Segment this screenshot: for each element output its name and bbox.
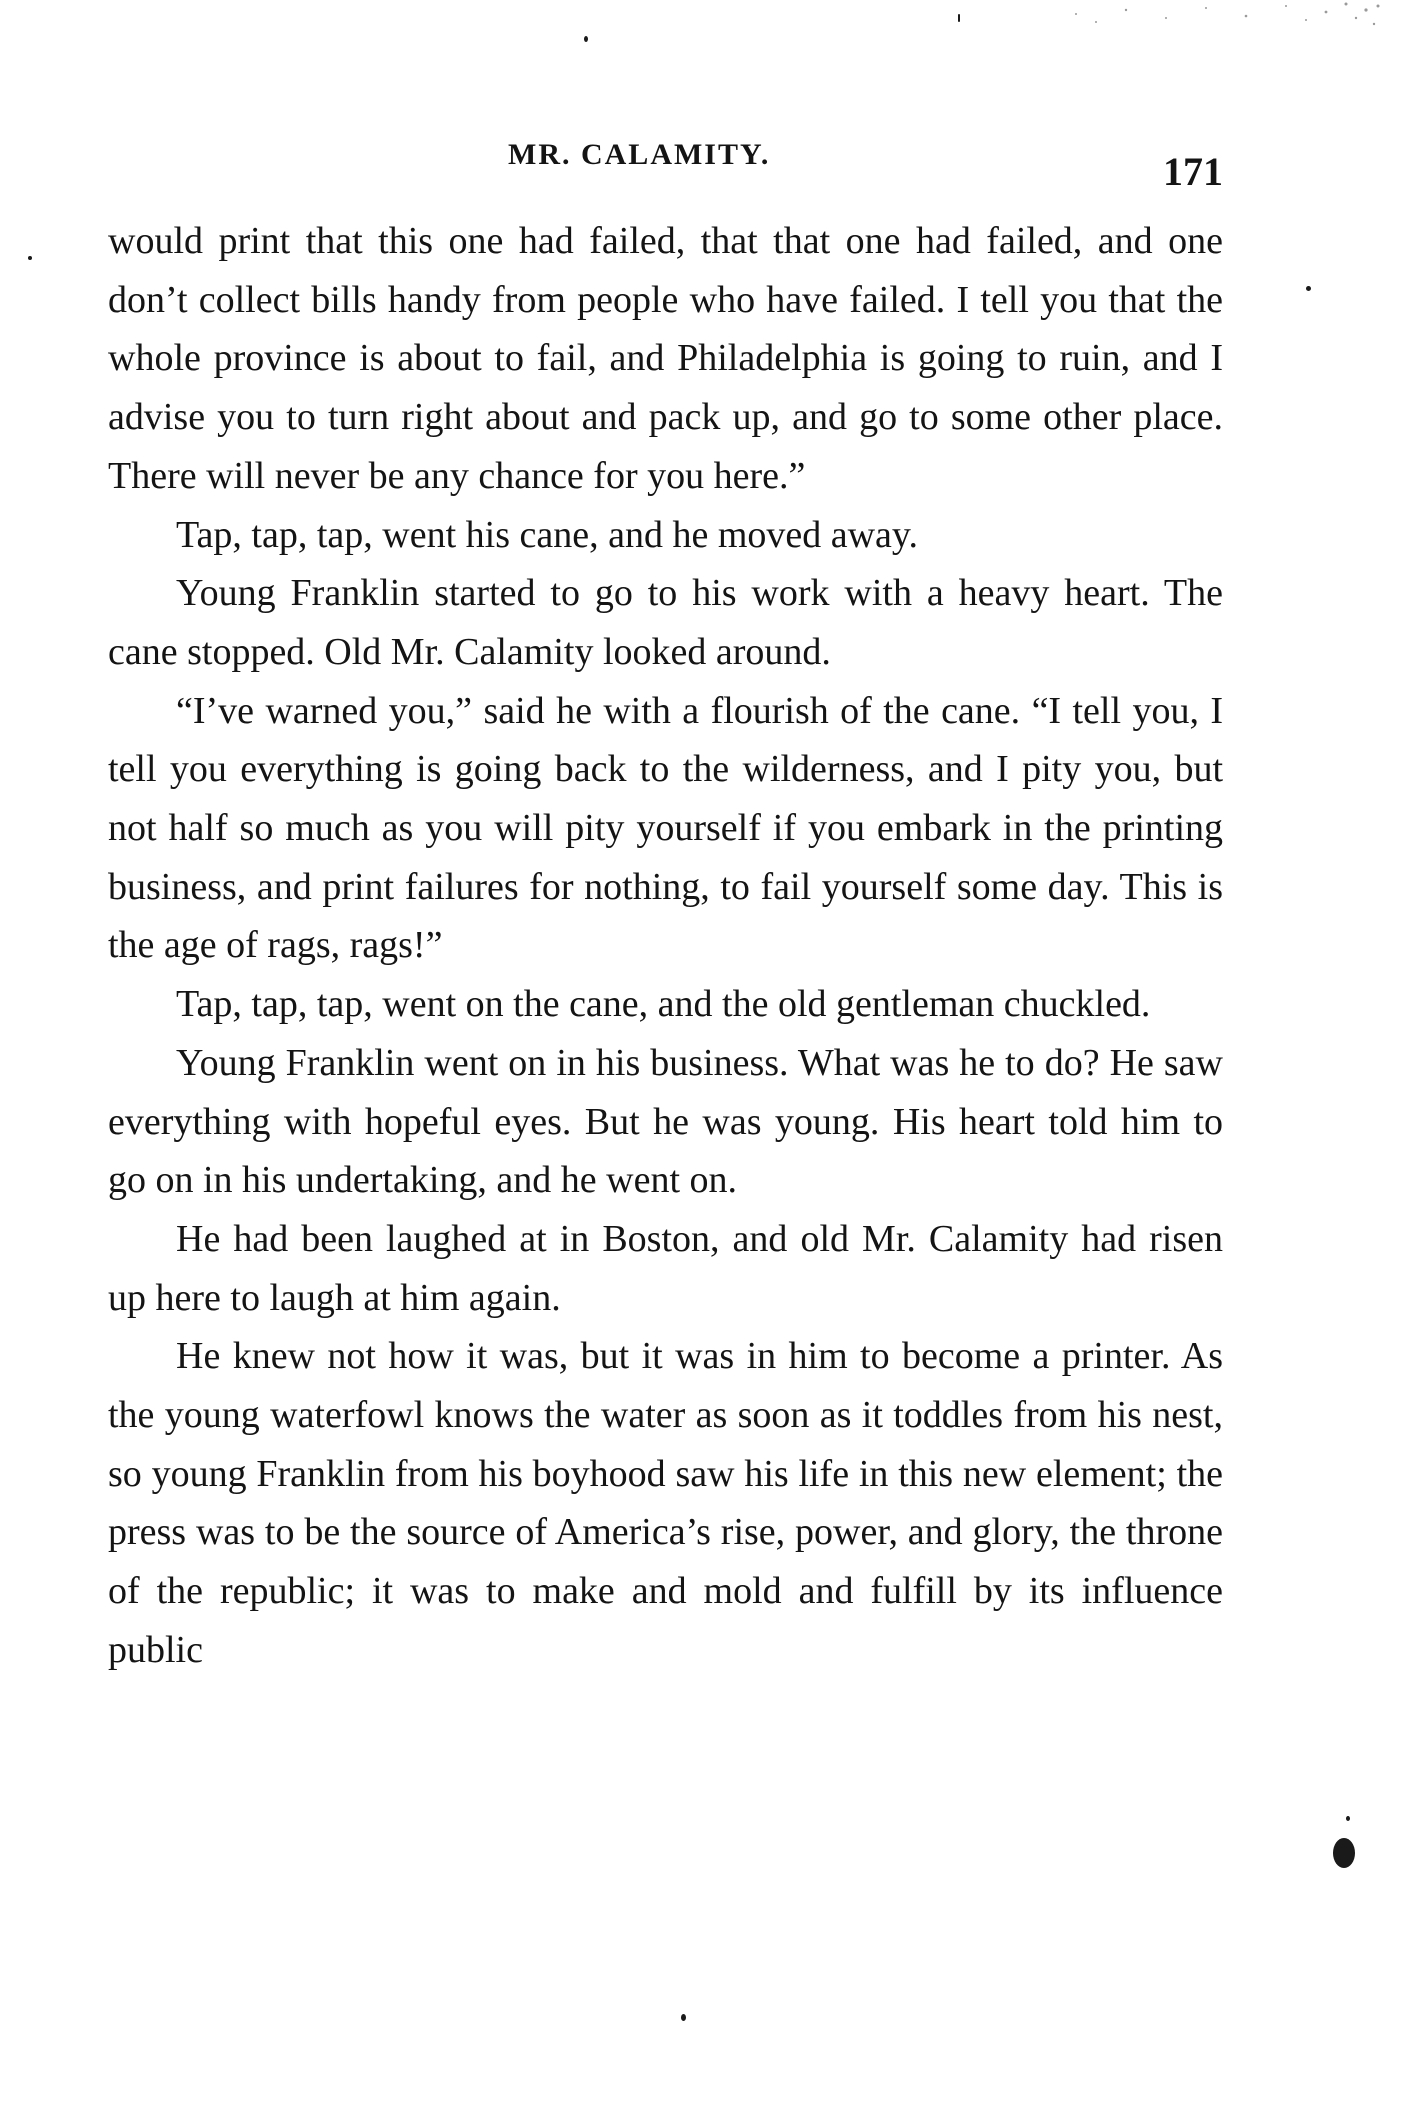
ink-speck [1346, 1816, 1350, 1821]
paragraph: Young Franklin went on in his business. What was he to do? He saw everything with hopeful eyes. But he was young. His heart told him to go on in his undertaking, and he went on. [108, 1041, 1223, 1202]
ink-speck [958, 14, 960, 22]
body-text [108, 212, 1223, 1680]
paragraph: Tap, tap, tap, went on the cane, and the old gentleman chuckled. [176, 983, 1151, 1026]
ink-speck [28, 256, 32, 260]
paragraph: Young Franklin started to go to his work with a heavy heart. The cane stopped. Old Mr. Calamity looked around. [108, 572, 1223, 673]
ink-blot [1333, 1838, 1355, 1868]
ink-speck [1306, 286, 1311, 291]
ink-speck [681, 2014, 686, 2021]
running-title: MR. CALAMITY. [508, 138, 771, 171]
scan-noise-graphic [1056, 0, 1386, 40]
paragraph: Tap, tap, tap, went his cane, and he moved away. [176, 513, 918, 556]
scan-noise [1056, 0, 1386, 40]
paragraph: He knew not how it was, but it was in him to become a printer. As the young waterfowl knows the water as soon as it toddles from his nest, so young Franklin from his boyhood saw his life in this new element; the press was to be the source of America’s rise, power, and glory, the throne of the republic; it was to make and mold and fulfill by its influence public [108, 1335, 1223, 1671]
page-number: 171 [1163, 149, 1223, 194]
running-header [0, 138, 1414, 194]
paragraph: would print that this one had failed, that that one had failed, and one don’t collect bills handy from people who have failed. I tell you that the whole province is about to fail, and Philadelphia is going to ruin, and I advise you to turn right about and pack up, and go to some other place. There will never be any chance for you here.” [108, 220, 1223, 497]
ink-speck [584, 36, 588, 42]
paragraph: “I’ve warned you,” said he with a flourish of the cane. “I tell you, I tell you everything is going back to the wilderness, and I pity you, but not half so much as you will pity yourself if you embark in the printing business, and print failures for nothing, to fail yourself some day. This is the age of rags, rags!” [108, 689, 1223, 967]
paragraph: He had been laughed at in Boston, and old Mr. Calamity had risen up here to laugh at him again. [108, 1217, 1223, 1319]
